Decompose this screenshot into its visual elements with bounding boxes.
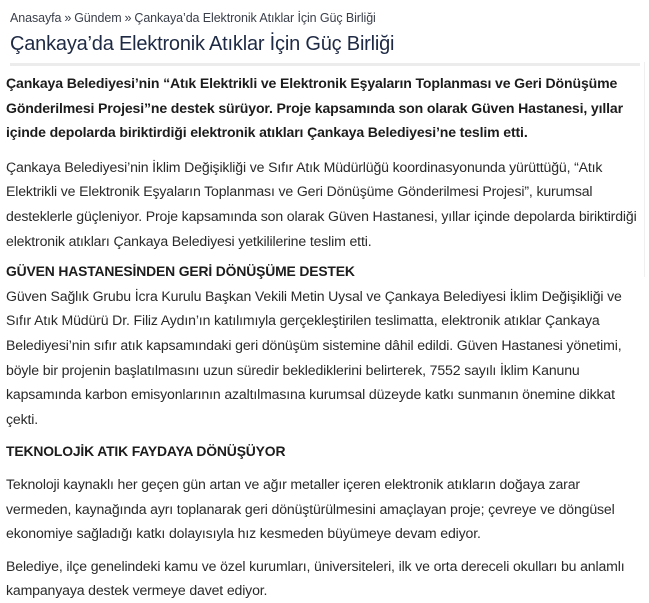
- article-body: [6, 71, 638, 603]
- lead-box-right-border: [644, 62, 645, 277]
- title-divider: [10, 63, 640, 66]
- article-paragraph: Belediye, ilçe genelindeki kamu ve özel kurumları, üniversiteleri, ilk ve orta dereceli okulları bu anlamlı kampanyaya destek vermeye davet ediyor.: [6, 557, 625, 599]
- breadcrumb-current: Çankaya’da Elektronik Atıklar İçin Güç Birliği: [134, 11, 376, 25]
- section-heading: GÜVEN HASTANESİNDEN GERİ DÖNÜŞÜME DESTEK: [6, 263, 355, 280]
- breadcrumb: [10, 11, 376, 25]
- breadcrumb-separator: »: [124, 11, 132, 25]
- article-paragraph: Güven Sağlık Grubu İcra Kurulu Başkan Vekili Metin Uysal ve Çankaya Belediyesi İklim Değişikliği ve Sıfır Atık Müdürü Dr. Filiz Aydın’ın katılımıyla gerçekleştirilen teslimatta, elektronik atıklar Çankaya Belediyesi’nin sıfır atık kapsamındaki geri dönüşüm sistemine dâhil edildi. Güven Hastanesi yönetimi, böyle bir projenin başlatılmasını uzun süredir beklediklerini belirterek, 7552 sayılı İklim Kanunu kapsamında karbon emisyonlarının azaltılmasına kurumsal düzeyde katkı sunmanın önemine dikkat çekti.: [6, 287, 622, 427]
- page-title: Çankaya’da Elektronik Atıklar İçin Güç Birliği: [10, 33, 395, 55]
- breadcrumb-section-link[interactable]: Gündem: [74, 11, 122, 25]
- breadcrumb-separator: »: [64, 11, 72, 25]
- breadcrumb-home-link[interactable]: Anasayfa: [10, 11, 62, 25]
- section-heading: TEKNOLOJİK ATIK FAYDAYA DÖNÜŞÜYOR: [6, 443, 286, 460]
- article-paragraph: Teknoloji kaynaklı her geçen gün artan ve ağır metaller içeren elektronik atıkların doğaya zarar vermeden, kaynağında ayrı toplanarak geri dönüştürülmesini amaçlayan proje; çevreye ve döngüsel ekonomiye sağladığı katkı dolayısıyla hız kesmeden büyümeye devam ediyor.: [6, 475, 615, 542]
- article-paragraph: Çankaya Belediyesi’nin İklim Değişikliği ve Sıfır Atık Müdürlüğü koordinasyonunda yürüttüğü, “Atık Elektrikli ve Elektronik Eşyaların Toplanması ve Geri Dönüşüme Gönderilmesi Projesi”, kurumsal desteklerle güçleniyor. Proje kapsamında son olarak Güven Hastanesi, yıllar içinde depolarda biriktirdiği elektronik atıkları Çankaya Belediyesi yetkililerine teslim etti.: [6, 158, 637, 249]
- article-lead: Çankaya Belediyesi’nin “Atık Elektrikli ve Elektronik Eşyaların Toplanması ve Geri Dönüşüme Gönderilmesi Projesi”ne destek sürüyor. Proje kapsamında son olarak Güven Hastanesi, yıllar içinde depolarda biriktirdiği elektronik atıkları Çankaya Belediyesi’ne teslim etti.: [6, 75, 623, 141]
